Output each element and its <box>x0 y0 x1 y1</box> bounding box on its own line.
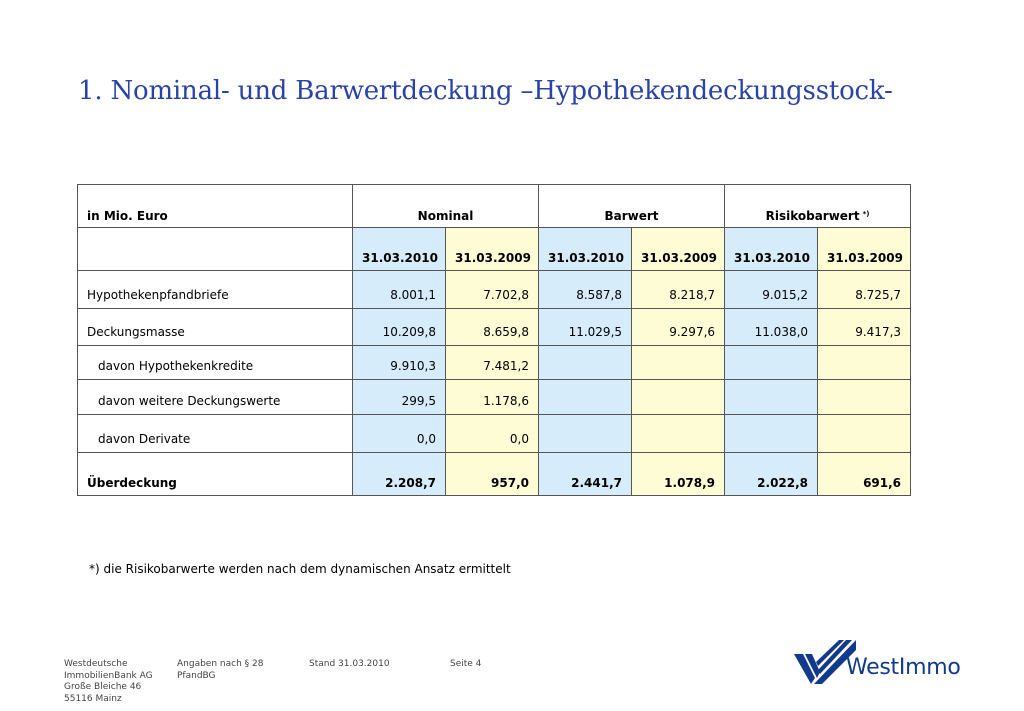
date-cell: 31.03.2009 <box>632 228 725 271</box>
row-label: Hypothekenpfandbriefe <box>78 271 353 309</box>
value-cell <box>632 346 725 380</box>
row-label: davon weitere Deckungswerte <box>78 380 353 415</box>
footer-line: ImmobilienBank AG <box>64 670 153 681</box>
value-cell: 8.218,7 <box>632 271 725 309</box>
value-cell: 0,0 <box>353 415 446 453</box>
value-cell: 11.029,5 <box>539 309 632 346</box>
table-row <box>78 346 911 380</box>
coverage-table <box>77 184 911 496</box>
date-header-row <box>78 228 911 271</box>
footer-line: PfandBG <box>177 670 216 681</box>
value-cell: 10.209,8 <box>353 309 446 346</box>
value-cell: 8.001,1 <box>353 271 446 309</box>
table-row <box>78 309 911 346</box>
value-cell <box>725 415 818 453</box>
footer-line: 55116 Mainz <box>64 693 122 704</box>
value-cell: 7.702,8 <box>446 271 539 309</box>
value-cell: 11.038,0 <box>725 309 818 346</box>
value-cell: 9.417,3 <box>818 309 911 346</box>
value-cell <box>539 346 632 380</box>
value-cell: 8.725,7 <box>818 271 911 309</box>
empty-header-cell <box>78 228 353 271</box>
table-row <box>78 271 911 309</box>
footer-page: Seite 4 <box>450 659 482 669</box>
value-cell <box>818 346 911 380</box>
group-nominal: Nominal <box>353 185 539 228</box>
value-cell: 2.022,8 <box>725 453 818 496</box>
value-cell: 691,6 <box>818 453 911 496</box>
row-label: davon Derivate <box>78 415 353 453</box>
footnote: *) die Risikobarwerte werden nach dem dynamischen Ansatz ermittelt <box>89 562 511 576</box>
value-cell: 299,5 <box>353 380 446 415</box>
footer-line: Angaben nach § 28 <box>177 659 264 669</box>
value-cell: 957,0 <box>446 453 539 496</box>
footer-line: Westdeutsche <box>64 659 128 669</box>
date-cell: 31.03.2009 <box>818 228 911 271</box>
date-cell: 31.03.2010 <box>539 228 632 271</box>
value-cell: 7.481,2 <box>446 346 539 380</box>
page-title: 1. Nominal- und Barwertdeckung –Hypothekendeckungsstock- <box>78 76 893 106</box>
value-cell: 9.015,2 <box>725 271 818 309</box>
group-risikobarwert-label: Risikobarwert <box>765 209 860 223</box>
row-label: davon Hypothekenkredite <box>78 346 353 380</box>
group-risikobarwert <box>725 185 911 228</box>
value-cell: 1.078,9 <box>632 453 725 496</box>
row-label: Deckungsmasse <box>78 309 353 346</box>
footer-date: Stand 31.03.2010 <box>309 659 390 669</box>
footer-line: Große Bleiche 46 <box>64 682 142 692</box>
value-cell: 2.441,7 <box>539 453 632 496</box>
footer-legal <box>177 659 263 682</box>
value-cell <box>632 380 725 415</box>
value-cell <box>818 380 911 415</box>
table-row-total <box>78 453 911 496</box>
value-cell: 8.587,8 <box>539 271 632 309</box>
value-cell: 1.178,6 <box>446 380 539 415</box>
date-cell: 31.03.2010 <box>353 228 446 271</box>
date-cell: 31.03.2010 <box>725 228 818 271</box>
value-cell: 0,0 <box>446 415 539 453</box>
value-cell <box>539 415 632 453</box>
value-cell <box>725 346 818 380</box>
table-row <box>78 415 911 453</box>
value-cell <box>818 415 911 453</box>
value-cell <box>632 415 725 453</box>
table-row <box>78 380 911 415</box>
table-header-row <box>78 185 911 228</box>
unit-label: in Mio. Euro <box>78 185 353 228</box>
value-cell: 9.297,6 <box>632 309 725 346</box>
value-cell <box>539 380 632 415</box>
date-cell: 31.03.2009 <box>446 228 539 271</box>
value-cell: 8.659,8 <box>446 309 539 346</box>
footnote-mark: *) <box>862 210 870 218</box>
value-cell <box>725 380 818 415</box>
row-label: Überdeckung <box>78 453 353 496</box>
group-barwert: Barwert <box>539 185 725 228</box>
value-cell: 9.910,3 <box>353 346 446 380</box>
value-cell: 2.208,7 <box>353 453 446 496</box>
logo-text: WestImmo <box>846 655 961 680</box>
footer-company <box>64 659 153 705</box>
westimmo-logo <box>794 638 969 686</box>
